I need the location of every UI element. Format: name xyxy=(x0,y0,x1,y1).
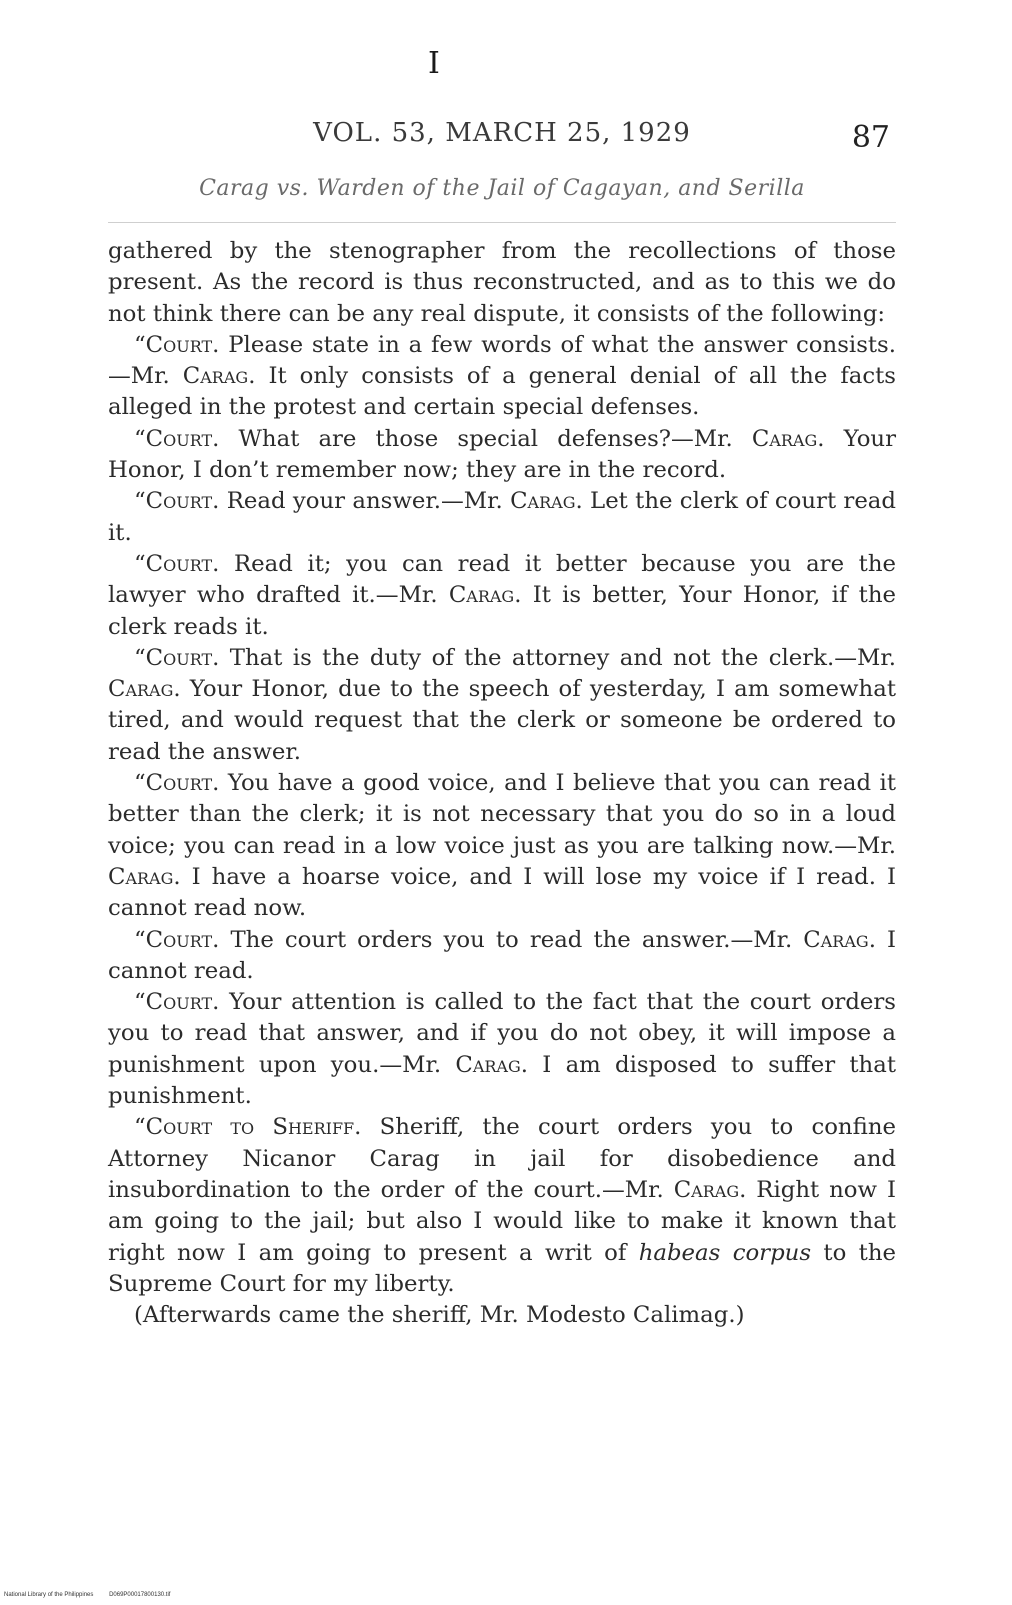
paragraph-10 xyxy=(108,1112,896,1300)
speaker-carag: Carag xyxy=(448,582,515,609)
text: . Please state in a few words of what the answer consists.—Mr. xyxy=(108,331,896,390)
scan-footer xyxy=(4,1592,184,1598)
paragraph-2 xyxy=(108,330,896,424)
case-title: Carag vs. Warden of the Jail of Cagayan, and Serilla xyxy=(199,176,805,201)
header-rule xyxy=(108,222,896,223)
paragraph-3 xyxy=(108,424,896,487)
speaker-court: “Court xyxy=(134,550,213,577)
text: . That is the duty of the attorney and not the clerk.—Mr. xyxy=(212,644,896,671)
speaker-carag: Carag xyxy=(182,363,249,390)
speaker-court-to-sheriff: “Court to Sheriff xyxy=(134,1114,355,1141)
speaker-carag: Carag xyxy=(455,1051,521,1078)
speaker-carag: Carag xyxy=(510,488,576,515)
text: . Your Honor, I don’t remember now; they are in the record. xyxy=(108,425,896,484)
text: . I am disposed to suffer that punishment. xyxy=(108,1051,896,1110)
text: . Right now I am going to the jail; but also I would like to make it known that right now I am going to present a writ of xyxy=(108,1176,896,1266)
paragraph-6 xyxy=(108,643,896,768)
paragraph-5 xyxy=(108,549,896,643)
speaker-carag: Carag xyxy=(108,676,174,703)
speaker-carag: Carag xyxy=(751,425,818,452)
footer-library: National Library of the Philippines xyxy=(4,1592,94,1598)
text: . The court orders you to read the answer.—Mr. xyxy=(212,926,804,953)
text: . It is better, Your Honor, if the clerk reads it. xyxy=(108,582,896,640)
page-number: 87 xyxy=(851,120,890,155)
paragraph-4 xyxy=(108,486,896,549)
speaker-court: “Court xyxy=(134,488,213,515)
paragraph-11: (Afterwards came the sheriff, Mr. Modesto Calimag.) xyxy=(134,1302,745,1329)
running-head xyxy=(108,118,896,168)
footer-filename: D069P00017800130.tif xyxy=(109,1592,171,1598)
text: . Let the clerk of court read it. xyxy=(108,488,896,546)
latin-term: habeas corpus xyxy=(638,1239,812,1266)
speaker-court: “Court xyxy=(134,331,213,358)
speaker-court: “Court xyxy=(134,644,213,671)
speaker-carag: Carag xyxy=(108,863,174,890)
text: . I cannot read. xyxy=(108,926,896,984)
speaker-court: “Court xyxy=(134,425,213,452)
page-mark: I xyxy=(428,46,440,81)
speaker-court: “Court xyxy=(134,989,213,1016)
speaker-court: “Court xyxy=(134,770,213,797)
speaker-carag: Carag xyxy=(803,926,869,953)
text: . Your Honor, due to the speech of yesterday, I am somewhat tired, and would request that the clerk or someone be ordered to read the answer. xyxy=(108,676,896,765)
text: to the Supreme Court for my liberty. xyxy=(108,1239,896,1297)
speaker-court: “Court xyxy=(134,926,213,953)
text: . Read it; you can read it better because you are the lawyer who drafted it.—Mr. xyxy=(108,550,896,609)
text: . I have a hoarse voice, and I will lose my voice if I read. I cannot read now. xyxy=(108,863,896,922)
volume-line: VOL. 53, MARCH 25, 1929 xyxy=(313,118,691,148)
paragraph-7 xyxy=(108,768,896,924)
body-text xyxy=(108,236,896,1331)
text: . Read your answer.—Mr. xyxy=(212,488,511,515)
paragraph-1: gathered by the stenographer from the recollections of those present. As the record is thus reconstructed, and as to this we do not think there can be any real dispute, it consists of the following: xyxy=(108,238,896,327)
text: . What are those special defenses?—Mr. xyxy=(212,425,752,452)
text: . Your attention is called to the fact that the court orders you to read that answer, and if you do not obey, it will impose a punishment upon you.—Mr. xyxy=(108,989,896,1078)
text: . You have a good voice, and I believe that you can read it better than the clerk; it is not necessary that you do so in a loud voice; you can read in a low voice just as you are talking now.—Mr. xyxy=(108,770,896,859)
text: . Sheriff, the court orders you to confine Attorney Nicanor Carag in jail for disobedience and insubordination to the order of the court.—Mr. xyxy=(108,1114,896,1203)
speaker-carag: Carag xyxy=(673,1176,740,1203)
text: . It only consists of a general denial of all the facts alleged in the protest and certain special defenses. xyxy=(108,363,897,421)
paragraph-8 xyxy=(108,925,896,988)
paragraph-9 xyxy=(108,987,896,1112)
